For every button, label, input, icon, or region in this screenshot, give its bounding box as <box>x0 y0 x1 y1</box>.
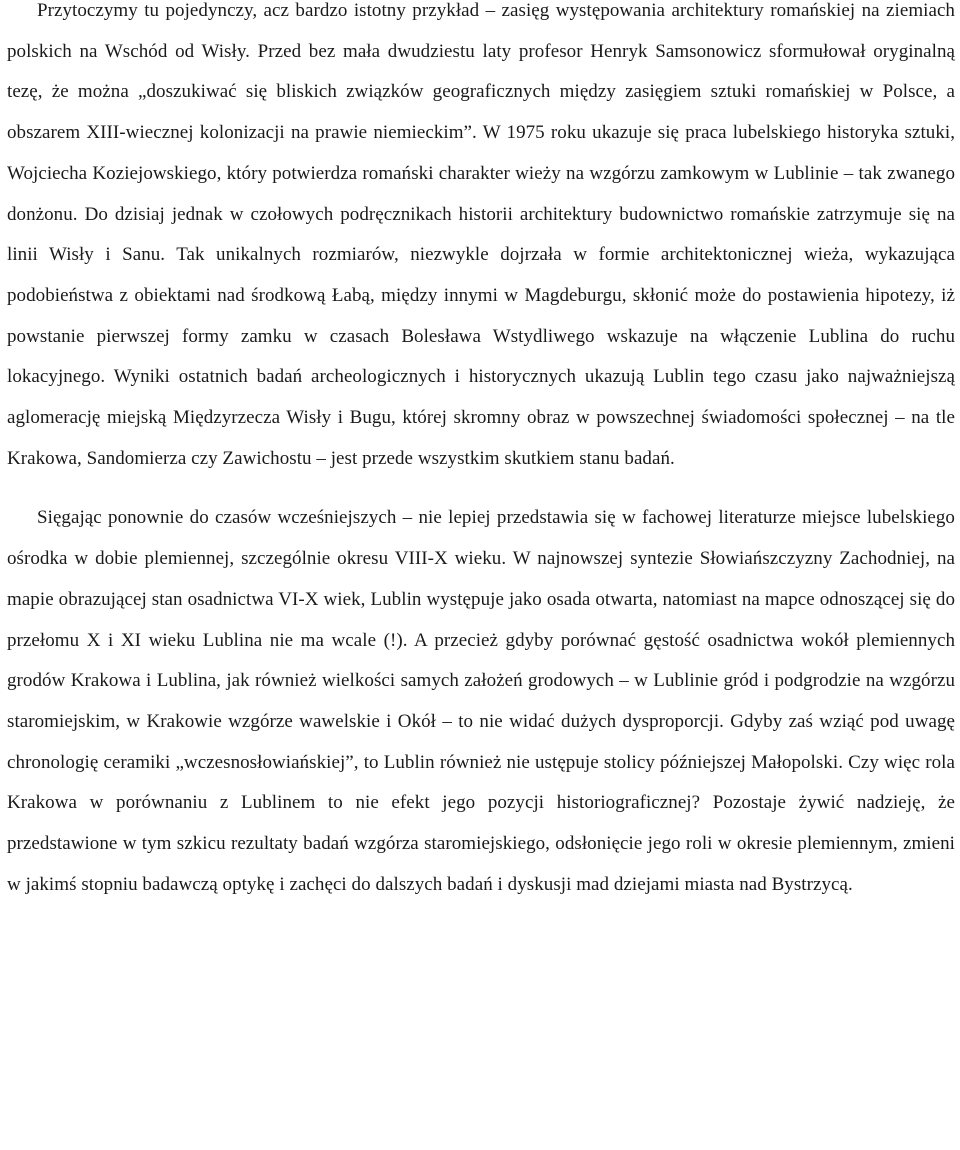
paragraph-2: Sięgając ponownie do czasów wcześniejszych – nie lepiej przedstawia się w fachowej literaturze miejsce lubelskiego ośrodka w dobie plemiennej, szczególnie okresu VIII-X wieku. W najnowszej syntezie Słowiańszczyzny Zachodniej, na mapie obrazującej stan osadnictwa VI-X wiek, Lublin występuje jako osada otwarta, natomiast na mapce odnoszącej się do przełomu X i XI wieku Lublina nie ma wcale (!). A przecież gdyby porównać gęstość osadnictwa wokół plemiennych grodów Krakowa i Lublina, jak również wielkości samych założeń grodowych – w Lublinie gród i podgrodzie na wzgórzu staromiejskim, w Krakowie wzgórze wawelskie i Okół – to nie widać dużych dysproporcji. Gdyby zaś wziąć pod uwagę chronologię ceramiki „wczesnosłowiańskiej”, to Lublin również nie ustępuje stolicy późniejszej Małopolski. Czy więc rola Krakowa w porównaniu z Lublinem to nie efekt jego pozycji historiograficznej? Pozostaje żywić nadzieję, że przedstawione w tym szkicu rezultaty badań wzgórza staromiejskiego, odsłonięcie jego roli w okresie plemiennym, zmieni w jakimś stopniu badawczą optykę i zachęci do dalszych badań i dyskusji mad dziejami miasta nad Bystrzycą. <box>7 507 955 895</box>
paragraph-1: Przytoczymy tu pojedynczy, acz bardzo istotny przykład – zasięg występowania architektury romańskiej na ziemiach polskich na Wschód od Wisły. Przed bez mała dwudziestu laty profesor Henryk Samsonowicz sformułował oryginalną tezę, że można „doszukiwać się bliskich związków geograficznych między zasięgiem sztuki romańskiej w Polsce, a obszarem XIII-wiecznej kolonizacji na prawie niemieckim”. W 1975 roku ukazuje się praca lubelskiego historyka sztuki, Wojciecha Koziejowskiego, który potwierdza romański charakter wieży na wzgórzu zamkowym w Lublinie – tak zwanego donżonu. Do dzisiaj jednak w czołowych podręcznikach historii architektury budownictwo romańskie zatrzymuje się na linii Wisły i Sanu. Tak unikalnych rozmiarów, niezwykle dojrzała w formie architektonicznej wieża, wykazująca podobieństwa z obiektami nad środkową Łabą, między innymi w Magdeburgu, skłonić może do postawienia hipotezy, iż powstanie pierwszej formy zamku w czasach Bolesława Wstydliwego wskazuje na włączenie Lublina do ruchu lokacyjnego. Wyniki ostatnich badań archeologicznych i historycznych ukazują Lublin tego czasu jako najważniejszą aglomerację miejską Międzyrzecza Wisły i Bugu, której skromny obraz w powszechnej świadomości społecznej – na tle Krakowa, Sandomierza czy Zawichostu – jest przede wszystkim skutkiem stanu badań. <box>7 0 955 469</box>
document-body <box>7 0 955 905</box>
